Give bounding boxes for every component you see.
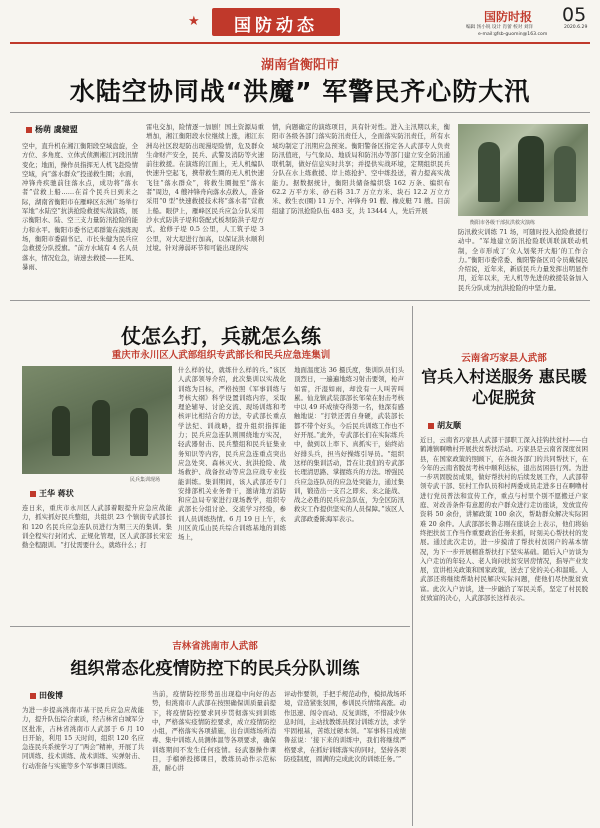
fourth-col-1: 为进一步提高洮南市基干民兵应急应战能力，提升队伍综合素质，经吉林省白城军分区批准，吉林省洮南市人武部于 6 月 10 日开始，利用 15 天时间，组织 120 名应急连民兵系统学习了“两会”精神，开展了共同训练、技术训练、战术训练、实弹射击、行动准备与实施等多个军事课目训练。 xyxy=(22,706,144,770)
fourth-col-2: 当前，疫情防控形势虽出现稳中向好的态势，但洮南市人武部在按照确保训质量前提下，将疫情防控要求同步贯彻落实到训练中，严格落实疫情防控要求，成立疫情防控小组，严格落实各项措施，出台训练场所消毒、集中训练人员测体温等各项要求，确保训练期间不发生任何疫情。轻武器操作课目，手榴弹投掷课目，教练员动作示范标准，耐心讲 xyxy=(152,690,276,773)
section-divider-1 xyxy=(10,300,590,301)
fourth-byline: 田俊博 xyxy=(30,690,63,701)
section-title-banner xyxy=(212,8,340,36)
second-headline: 仗怎么打，兵就怎么练 xyxy=(121,324,321,348)
third-headline: 官兵入村送服务 惠民暖心促脱贫 xyxy=(421,367,587,407)
header-star-icon: ★ xyxy=(188,14,200,29)
third-kicker: 云南省巧家县人武部 xyxy=(461,353,547,364)
lead-col-1: 空中，直升机在湘江衡阳段空域盘旋，全方位、多角度、立体式侦测湘江河段汛情变化；地面，操作员指挥无人机飞赴险情空域，向“落水群众”投递救生圈；水面，冲锋舟疾驰前往落水点，成功将“落水者”营救上船……在首个民兵日到来之际，湖南省衡阳市在雁峰区东洲广场举行军地“水陆空”抗洪抢险救援实战演练，展示衡阳水、陆、空三支力量防汛抢险的能力和水平。衡阳市委书记邓群策在演练现场，衡阳市委副书记、市长朱健为民兵应急救援分队授旗。“前方水域有 4 名人员落水，情况危急，请速去救援——狂风、暴雨、 xyxy=(22,142,138,271)
second-byline: 王华 蒋状 xyxy=(30,488,74,499)
second-col-1: 连日来，重庆市永川区人武部着眼提升应急应战能力，抓实抓好民兵整组，共组织 23 个镇街专武部长和 120 名民兵应急连队员进行为期三天的集训。集训全程实行封闭式、正规化管理，区人武部部长宋宏勤全程跟训。“打仗需要什么，就练什么；打 xyxy=(22,504,172,550)
second-photo xyxy=(22,366,172,474)
byline-marker-icon xyxy=(26,127,32,133)
lead-rule xyxy=(10,112,590,113)
lead-col-2: 雷电交加，险情逐一加剧！国土资源局重增加，湘江衡阳段水位继续上涨，湘江东洲岛社区段堤防出现漫堤险情，危及群众生命财产安全，民兵、武警及消防等火速前往救援。在演练的江面上，无人机编队快速升空起飞，携带救生圈的无人机快速飞往“落水群众”，将救生圈抛至“落水者”周边，4 艘冲锋舟向落水点救人，准备采用“0 型”快速救援技术将“落水者”营救上船。眼伊上，雁峰区民兵应急分队采用沙水式防洪子堤和袋配式板坝防洪子堤方式，抢修子堤 0.5 公里，人工筑子堤 3 公里，对大堤进行加高，以保证洪水顺利过境。针对薄弱环节和可能出现的实 xyxy=(146,123,264,252)
lead-photo-caption: 衡阳市各级干部抗洪救灾演练 xyxy=(470,220,536,226)
column-separator xyxy=(412,306,413,826)
second-subhead: 重庆市永川区人武部组织专武部长和民兵应急连集训 xyxy=(111,350,331,361)
second-col-2: 什么样的仗，就练什么样的兵。”该区人武部领导介绍，此次集训以实战化训练为目标，严格按照《军事训练与考核大纲》科学设置训练内容，采取理论辅导、讨论交流、现场训练和考核评比相结合的方法，专武部长重点学法纪、训战略，提升组织指挥能力；民兵应急连队则围绕地方实况，轻武器射击、民兵整组和民兵征集业务知识等内容，民兵应急连重点突出应急处突、森林灭火、抗洪抢险、战场救护、战备拉动等应急应战专业技能训练。集训期间，该人武部还专门安排部机关业务骨干，邀请地方消防和应急局专家进行现场教学，组织专武部长分组讨论、交流学习经验，参训人员训练热情。6 月 19 日上午，永川区黄瓜山民兵综合训练基地的训练场上， xyxy=(178,366,286,542)
masthead-rule xyxy=(10,42,590,44)
section-divider-2 xyxy=(10,626,410,627)
date-line: 2020.6.29 xyxy=(564,25,588,30)
fourth-col-3: 评动作要领，手把手规范动作，模拟战场环境，营造紧张氛围，参训民兵情绪高涨。动作迅速、闯令而动、反复训练，不惜减少休息时间，主动找教练员探讨训练方法，求学牢固根基，苦练过硬本领。“军事科目成绩鲁兹说：‘接下来的训练中，我们将继续严格要求，在抓好训练落实的同时，坚持各项防疫制度，圆满的完成此次的训练任务。’” xyxy=(284,690,406,764)
lead-col-4: 防汛救灾训练 71 场，可随时投入抢险救援行动中。“军地建立防汛抢险联训联演联动机制，全市形成了‘众人划桨开大船’的工作合力。”衡阳市委常委、衡阳警备区司令员戴保民介绍说，近年来，新质民兵力量发挥出明显作用，近年以来，无人机等先进的救援装备加入民兵分队成为抗洪抢险的中坚力量。 xyxy=(458,228,588,292)
fourth-kicker: 吉林省洮南市人武部 xyxy=(172,641,258,652)
staff-line: 编辑 汤小锐 设计 肖蕾 校对 刘洋 xyxy=(466,25,534,30)
section-title: 国防动态 xyxy=(234,16,318,36)
second-col-3: 地面温度达 36 摄氏度，集训队员们头顶烈日，一遍遍地练习射击要领，枪声如雷，汗湿如雨，却没有一人叫苦叫累。仙龙镇武装部部长邹荣在射击考核中以 49 环成绩夺得第一名，他深有感触地说：“打铁还需自身硬，武装部长都不带个好头，今后民兵训练工作也不好开展。”此外，专武部长们在实际练兵中，做到以上率下、真抓实干，始终站好排头兵，担当好操练引导员。“组织这样的集训活动，旨在让我们的专武部长理清思路、掌握练兵的方法。增强民兵应急连队员的应急处突能力，通过集训，锻造出一支召之即来、来之能战、战之必胜的民兵应急队伍，为全区防汛救灾工作提供坚实的人员保障。”该区人武部政委陈海军表示。 xyxy=(294,366,404,523)
second-photo-caption: 民兵集训现场 xyxy=(130,477,161,483)
lead-photo xyxy=(458,124,588,216)
masthead xyxy=(0,0,600,46)
lead-headline: 水陆空协同战“洪魔” 军警民齐心防大汛 xyxy=(69,77,531,106)
byline-marker-icon xyxy=(428,423,434,429)
lead-col-3: 情，向题确定的演练项目，具有针对性。进入主汛期以来，衡阳市各级各部门落实防汛责任人，全面落实防汛责任，所有水域均制定了汛期应急预案。衡阳警备区指定各人武部专人负责防汛值班，与气象局、地质局和防汛办等部门建立安全防汛通联机制，做好信息实时共享；并提供实战环境，定期组织民兵分队在水上练救援、岸上练抢护、空中练投送，着力提高实战能力。据数据统计，衡阳共储备编织袋 162 万条、编织布 62.2 万平方米、砂石料 31.7 万立方米、块石 12.2 万立方米、救生衣(圈) 11 万个、冲锋舟 91 艘、橡皮艇 71 艘。目前组建了防汛抢险队伍 483 支，共 13444 人，先后开展 xyxy=(272,123,450,215)
lead-byline: 杨萌 虞健盟 xyxy=(26,124,78,135)
fourth-headline: 组织常态化疫情防控下的民兵分队训练 xyxy=(70,659,360,679)
paper-name: 国防时报 xyxy=(484,10,533,24)
page-number: 05 xyxy=(562,4,587,26)
byline-marker-icon xyxy=(30,491,36,497)
byline-marker-icon xyxy=(30,693,36,699)
lead-kicker: 湖南省衡阳市 xyxy=(260,58,339,73)
third-byline: 胡友顺 xyxy=(428,420,461,431)
email-line: e-mail:gfsb-guomin@163.com xyxy=(478,32,548,37)
third-body: 近日，云南省巧家县人武部干部职工深入挂钩扶贫村——白鹤滩镇啊噜村开展扶贫帮扶活动。巧家县是云南省深度贫困县，在国家政策的照顾下，在各级各部门的共同帮扶下，在今年的云南省脱贫考核中顺利达标，退出贫困县行列。为进一步巩固脱贫成果，做好帮扶村的后续发展工作，人武部带领专武干部、驻村工作队员和村两委成员走进多日在啊噜村进行党员普法和宣传工作，重点与村里个别不愿搬迁户家庭、对改善条件有意愿的农户群众进行走访座谈，发放宣传资料 50 余份，讲解政策 100 余次，帮助群众解决实际困难 20 余件。人武部部长鲁志刚在座谈会上表示，他们将始终把扶贫工作当作重要政治任务来抓，时刻关心帮扶村的发展。通过此次走访，进一步摸清了帮扶村贫困户的基本情况，为下一步开展精准帮扶打下坚实基础。随后入户访谈为入户走访的年轻人、老人询问扶贫安居房情况，指导产业发展，宣讲相关政策和国家政策，送去了党的关心和温暖。人武部还将继续帮助村民解决实际问题，使他们尽快脱贫致富。此次入户访谈，进一步融洽了军民关系，坚定了村民脱贫致富的决心，人武部部长这样表示。 xyxy=(420,436,588,603)
